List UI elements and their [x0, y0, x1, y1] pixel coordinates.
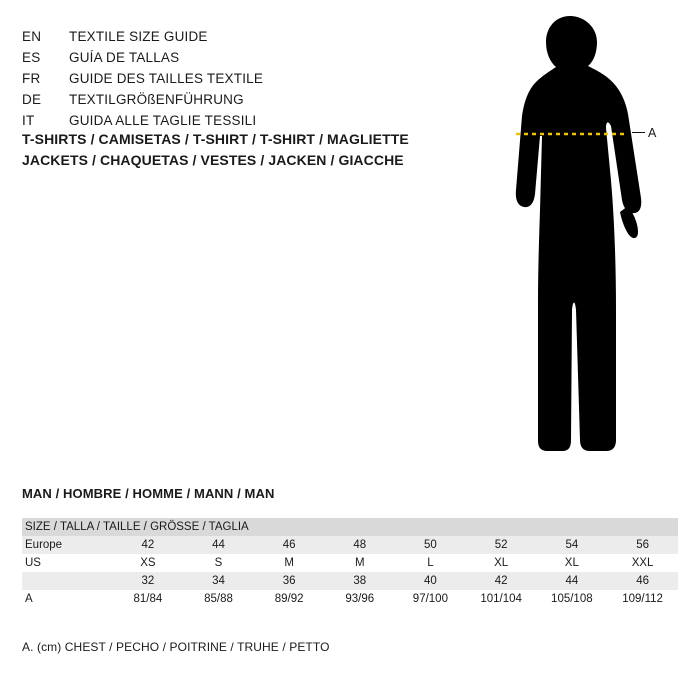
table-cell: M [254, 554, 325, 572]
language-title: GUÍA DE TALLAS [69, 50, 180, 65]
table-cell: 50 [395, 536, 466, 554]
table-header-row [22, 518, 678, 536]
row-label: US [22, 554, 113, 572]
table-cell: 109/112 [607, 590, 678, 608]
silhouette-body [516, 16, 641, 451]
table-cell: 54 [536, 536, 607, 554]
table-row [22, 554, 678, 572]
table-cell: 48 [324, 536, 395, 554]
table-group-title: MAN / HOMBRE / HOMME / MANN / MAN [22, 486, 275, 501]
row-label [22, 572, 113, 590]
table-cell: 101/104 [466, 590, 537, 608]
language-row [22, 110, 442, 131]
language-row [22, 68, 442, 89]
table-cell: M [324, 554, 395, 572]
language-code: DE [22, 92, 42, 107]
table-cell: 36 [254, 572, 325, 590]
table-cell: 44 [536, 572, 607, 590]
table-cell: 52 [466, 536, 537, 554]
language-row [22, 47, 442, 68]
table-cell: XL [466, 554, 537, 572]
row-label: A [22, 590, 113, 608]
table-cell: 44 [183, 536, 254, 554]
table-row [22, 536, 678, 554]
table-cell: XL [536, 554, 607, 572]
language-code: ES [22, 50, 41, 65]
table-cell: 46 [254, 536, 325, 554]
table-cell: 32 [113, 572, 184, 590]
table-footnote: A. (cm) CHEST / PECHO / POITRINE / TRUHE / PETTO [22, 640, 330, 654]
table-row [22, 590, 678, 608]
category-tshirts: T-SHIRTS / CAMISETAS / T-SHIRT / T-SHIRT / MAGLIETTE [22, 131, 409, 147]
table-cell: 81/84 [113, 590, 184, 608]
table-cell: 85/88 [183, 590, 254, 608]
table-cell: 105/108 [536, 590, 607, 608]
table-cell: 89/92 [254, 590, 325, 608]
language-row [22, 26, 442, 47]
table-cell: 42 [466, 572, 537, 590]
table-cell: 93/96 [324, 590, 395, 608]
table-cell: L [395, 554, 466, 572]
table-cell: 56 [607, 536, 678, 554]
table-cell: 97/100 [395, 590, 466, 608]
language-code: IT [22, 113, 35, 128]
language-code: EN [22, 29, 42, 44]
table-cell: S [183, 554, 254, 572]
table-cell: 42 [113, 536, 184, 554]
language-title: TEXTILE SIZE GUIDE [69, 29, 208, 44]
size-table [22, 518, 678, 608]
table-cell: 46 [607, 572, 678, 590]
table-header-label: SIZE / TALLA / TAILLE / GRÖSSE / TAGLIA [22, 518, 678, 536]
category-block [22, 129, 409, 171]
chest-leader-line [632, 132, 645, 133]
language-row [22, 89, 442, 110]
table-cell: XS [113, 554, 184, 572]
language-code: FR [22, 71, 41, 86]
table-cell: 34 [183, 572, 254, 590]
silhouette-svg [470, 10, 690, 470]
category-jackets: JACKETS / CHAQUETAS / VESTES / JACKEN / GIACCHE [22, 152, 404, 168]
row-label: Europe [22, 536, 113, 554]
language-title-block [22, 26, 442, 131]
language-title: GUIDA ALLE TAGLIE TESSILI [69, 113, 257, 128]
table-cell: XXL [607, 554, 678, 572]
language-title: TEXTILGRÖßENFÜHRUNG [69, 92, 244, 107]
table-row [22, 572, 678, 590]
table-cell: 38 [324, 572, 395, 590]
chest-marker-label: A [648, 126, 657, 140]
male-silhouette-figure [470, 10, 690, 470]
language-title: GUIDE DES TAILLES TEXTILE [69, 71, 264, 86]
table-cell: 40 [395, 572, 466, 590]
